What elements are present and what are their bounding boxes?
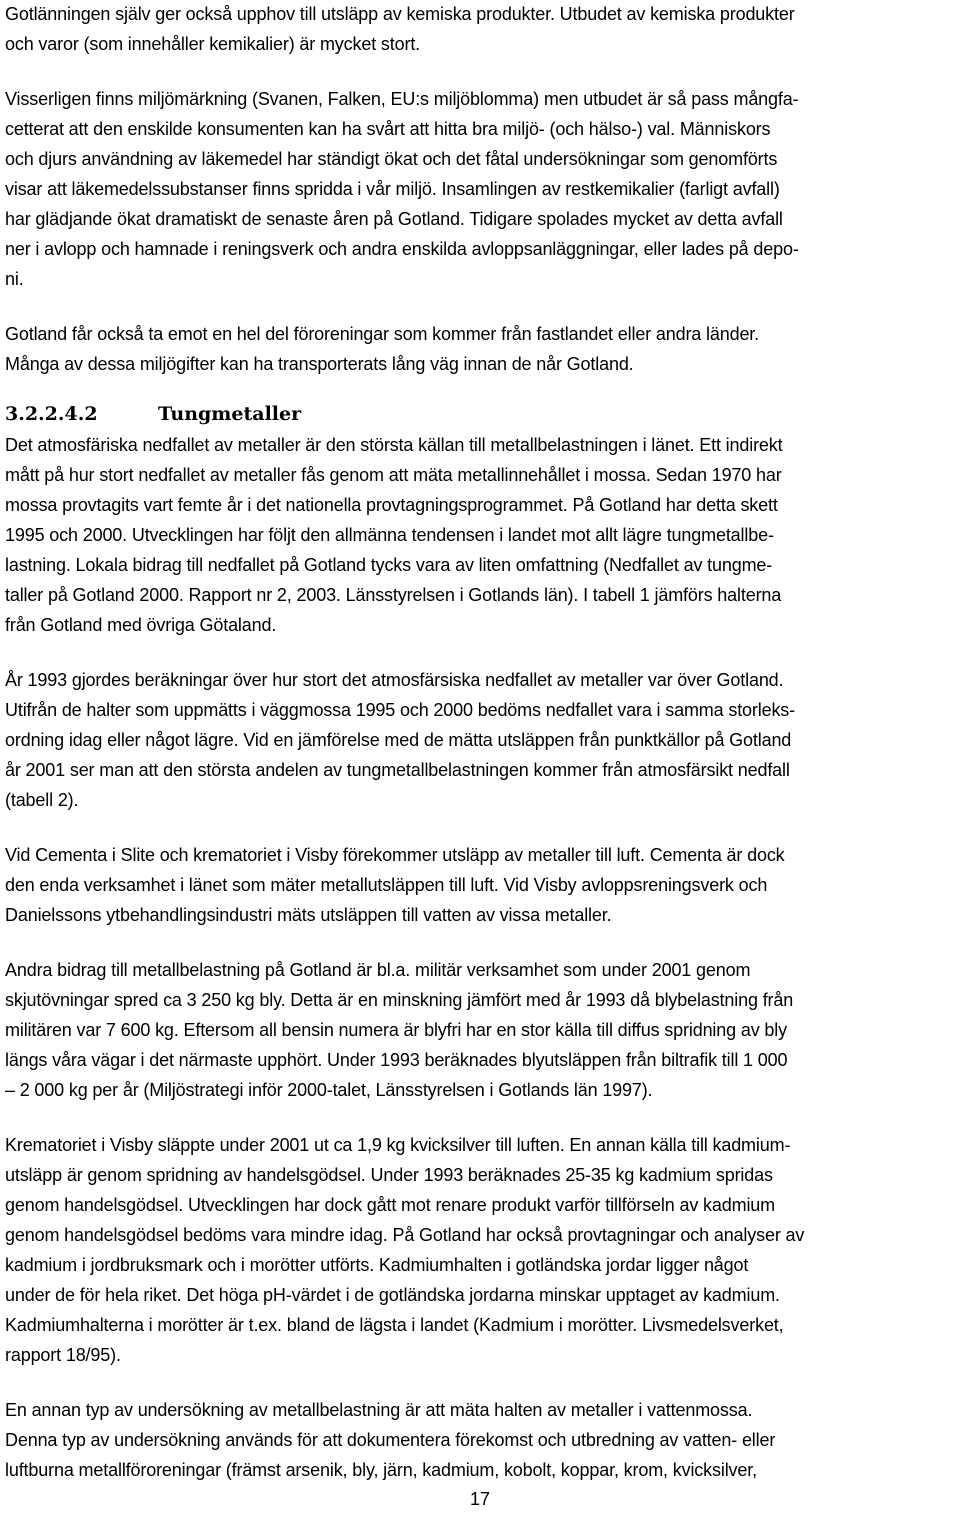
section-title: Tungmetaller — [158, 403, 302, 425]
paragraph-water-moss — [5, 1395, 957, 1485]
document-page — [5, 0, 957, 1485]
text-line: militären var 7 600 kg. Eftersom all bensin numera är blyfri har en stor källa till diffus spridning av bly — [5, 1020, 787, 1040]
text-line: Det atmosfäriska nedfallet av metaller är den största källan till metallbelastningen i länet. Ett indirekt — [5, 435, 783, 455]
text-line: Krematoriet i Visby släppte under 2001 ut ca 1,9 kg kvicksilver till luften. En annan källa till kadmium- — [5, 1135, 791, 1155]
paragraph-chemical-products — [5, 0, 957, 59]
text-line: rapport 18/95). — [5, 1345, 121, 1365]
text-line: visar att läkemedelssubstanser finns spridda i vår miljö. Insamlingen av restkemikalier (farligt avfall) — [5, 179, 780, 199]
text-line: Andra bidrag till metallbelastning på Gotland är bl.a. militär verksamhet som under 2001 genom — [5, 960, 751, 980]
paragraph-cementa-slite — [5, 840, 957, 930]
text-line: luftburna metallföroreningar (främst arsenik, bly, järn, kadmium, kobolt, koppar, krom, kvicksilver, — [5, 1460, 757, 1480]
text-line: under de för hela riket. Det höga pH-värdet i de gotländska jordarna minskar upptaget av kadmium. — [5, 1285, 780, 1305]
text-line: mossa provtagits vart femte år i det nationella provtagningsprogrammet. På Gotland har detta skett — [5, 495, 778, 515]
text-line: 1995 och 2000. Utvecklingen har följt den allmänna tendensen i landet mot allt lägre tungmetallbe- — [5, 525, 774, 545]
text-line: Danielssons ytbehandlingsindustri mäts utsläppen till vatten av vissa metaller. — [5, 905, 612, 925]
text-line: mått på hur stort nedfallet av metaller fås genom att mäta metallinnehållet i mossa. Sedan 1970 har — [5, 465, 782, 485]
text-line: En annan typ av undersökning av metallbelastning är att mäta halten av metaller i vattenmossa. — [5, 1400, 753, 1420]
paragraph-pollution-import — [5, 319, 957, 379]
text-line: ni. — [5, 269, 24, 289]
text-line: taller på Gotland 2000. Rapport nr 2, 2003. Länsstyrelsen i Gotlands län). I tabell 1 jämförs halterna — [5, 585, 782, 605]
text-line: Gotlänningen själv ger också upphov till utsläpp av kemiska produkter. Utbudet av kemiska produkter — [5, 4, 795, 24]
text-line: Gotland får också ta emot en hel del föroreningar som kommer från fastlandet eller andra länder. — [5, 324, 760, 344]
text-line: från Gotland med övriga Götaland. — [5, 615, 277, 635]
paragraph-1993-calculations — [5, 665, 957, 815]
text-line: och varor (som innehåller kemikalier) är mycket stort. — [5, 34, 421, 54]
text-line: ordning idag eller något lägre. Vid en jämförelse med de mätta utsläppen från punktkällor på Gotland — [5, 730, 792, 750]
text-line: utsläpp är genom spridning av handelsgödsel. Under 1993 beräknades 25-35 kg kadmium spridas — [5, 1165, 773, 1185]
text-line: cetterat att den enskilde konsumenten kan ha svårt att hitta bra miljö- (och hälso-) val. Människors — [5, 119, 771, 139]
text-line: har glädjande ökat dramatiskt de senaste åren på Gotland. Tidigare spolades mycket av detta avfall — [5, 209, 783, 229]
text-line: Vid Cementa i Slite och krematoriet i Visby förekommer utsläpp av metaller till luft. Cementa är dock — [5, 845, 785, 865]
section-heading — [5, 399, 957, 429]
paragraph-eco-labels — [5, 84, 957, 294]
text-line: (tabell 2). — [5, 790, 79, 810]
text-line: ner i avlopp och hamnade i reningsverk och andra enskilda avloppsanläggningar, eller lades på depo- — [5, 239, 799, 259]
paragraph-atmospheric-deposition — [5, 430, 957, 640]
paragraph-mercury-cadmium — [5, 1130, 957, 1370]
text-line: År 1993 gjordes beräkningar över hur stort det atmosfärsiska nedfallet av metaller var över Gotland. — [5, 670, 784, 690]
text-line: lastning. Lokala bidrag till nedfallet på Gotland tycks vara av liten omfattning (Nedfallet av tungme- — [5, 555, 773, 575]
text-line: – 2 000 kg per år (Miljöstrategi inför 2000-talet, Länsstyrelsen i Gotlands län 1997). — [5, 1080, 653, 1100]
text-line: Många av dessa miljögifter kan ha transporterats lång väg innan de når Gotland. — [5, 354, 634, 374]
page-number: 17 — [469, 1489, 491, 1509]
text-line: längs våra vägar i det närmaste upphört. Under 1993 beräknades blyutsläppen från biltrafik till 1 000 — [5, 1050, 788, 1070]
text-line: Kadmiumhalterna i morötter är t.ex. bland de lägsta i landet (Kadmium i morötter. Livsmedelsverket, — [5, 1315, 784, 1335]
paragraph-military-lead — [5, 955, 957, 1105]
text-line: kadmium i jordbruksmark och i morötter utförts. Kadmiumhalten i gotländska jordar ligger något — [5, 1255, 749, 1275]
section-number: 3.2.2.4.2 — [5, 403, 98, 425]
text-line: Denna typ av undersökning används för att dokumentera förekomst och utbredning av vatten- eller — [5, 1430, 776, 1450]
text-line: den enda verksamhet i länet som mäter metallutsläppen till luft. Vid Visby avloppsreningsverk och — [5, 875, 768, 895]
text-line: genom handelsgödsel. Utvecklingen har dock gått mot renare produkt varför tillförseln av kadmium — [5, 1195, 775, 1215]
text-line: år 2001 ser man att den största andelen av tungmetallbelastningen kommer från atmosfärsikt nedfall — [5, 760, 790, 780]
text-line: genom handelsgödsel bedöms vara mindre idag. På Gotland har också provtagningar och analyser av — [5, 1225, 805, 1245]
text-line: skjutövningar spred ca 3 250 kg bly. Detta är en minskning jämfört med år 1993 då blybelastning från — [5, 990, 794, 1010]
text-line: och djurs användning av läkemedel har ständigt ökat och det fåtal undersökningar som genomförts — [5, 149, 778, 169]
text-line: Visserligen finns miljömärkning (Svanen, Falken, EU:s miljöblomma) men utbudet är så pass mångfa- — [5, 89, 799, 109]
text-line: Utifrån de halter som uppmätts i väggmossa 1995 och 2000 bedöms nedfallet vara i samma storleks- — [5, 700, 796, 720]
